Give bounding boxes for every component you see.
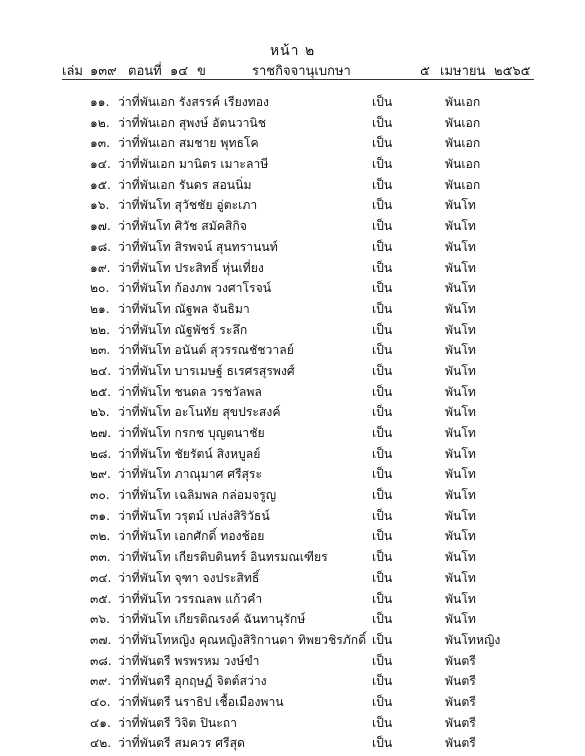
entry-verb: เป็น — [372, 260, 393, 275]
entry-verb: เป็น — [372, 363, 393, 378]
entry-verb: เป็น — [372, 426, 393, 440]
entry-number: ๓๕. — [90, 591, 112, 606]
entry-rank: พันโท — [445, 508, 476, 523]
entry-name: ว่าที่พันเอก มานิตร เมาะลาษี — [118, 157, 269, 172]
entry-number: ๓๗. — [90, 632, 112, 647]
entry-rank: พันตรี — [445, 715, 476, 730]
volume-number: ๑๓๙ — [90, 64, 117, 79]
entry-rank: พันตรี — [445, 653, 476, 668]
list-item — [0, 176, 585, 197]
list-item — [0, 714, 585, 735]
entry-name: ว่าที่พันโท เกียรติณรงค์ ฉันทานุรักษ์ — [118, 612, 306, 627]
entry-name: ว่าที่พันเอก รันดร สอนนิ่ม — [118, 177, 252, 192]
entry-verb: เป็น — [372, 446, 393, 461]
entry-name: ว่าที่พันโท อนันต์ สุวรรณชัชวาลย์ — [118, 343, 294, 358]
entry-rank: พันโท — [445, 570, 476, 585]
list-item — [0, 279, 585, 300]
entry-rank: พันโท — [445, 467, 476, 482]
entry-rank: พันโทหญิง — [445, 632, 501, 647]
entry-verb: เป็น — [372, 343, 393, 358]
entry-name: ว่าที่พันโท กรกช บุญตนาชัย — [118, 426, 265, 440]
entry-rank: พันโท — [445, 260, 476, 275]
entry-rank: พันโท — [445, 301, 476, 316]
entry-verb: เป็น — [372, 591, 393, 606]
entry-name: ว่าที่พันโท ณัฐพัชร์ ระลึก — [118, 322, 248, 337]
entry-number: ๑๔. — [90, 157, 111, 172]
entry-rank: พันโท — [445, 384, 476, 399]
list-item — [0, 341, 585, 362]
entry-name: ว่าที่พันโท เฉลิมพล กล่อมจรูญ — [118, 488, 277, 503]
entry-rank: พันโท — [445, 322, 476, 337]
list-item — [0, 155, 585, 176]
appointment-list — [0, 93, 585, 755]
entry-number: ๒๐. — [90, 281, 110, 296]
entry-verb: เป็น — [372, 715, 393, 730]
entry-number: ๑๘. — [90, 239, 112, 254]
entry-number: ๓๓. — [90, 550, 111, 565]
entry-rank: พันโท — [445, 612, 476, 627]
entry-number: ๒๕. — [90, 384, 112, 399]
entry-verb: เป็น — [372, 95, 393, 109]
list-item — [0, 300, 585, 321]
entry-name: ว่าที่พันโท ศิวัช สมัคสิกิจ — [118, 219, 247, 234]
gazette-header — [62, 60, 532, 78]
section-letter: ข — [197, 64, 206, 79]
page-number: หน้า ๒ — [269, 43, 316, 59]
entry-number: ๒๖. — [90, 405, 110, 420]
entry-verb: เป็น — [372, 384, 393, 399]
list-item — [0, 217, 585, 238]
entry-verb: เป็น — [372, 136, 393, 151]
entry-rank: พันตรี — [445, 694, 476, 709]
entry-rank: พันเอก — [445, 95, 481, 109]
entry-name: ว่าที่พันโท สิรพจน์ สุนทรานนท์ — [118, 239, 278, 254]
entry-verb: เป็น — [372, 529, 393, 544]
entry-number: ๑๒. — [90, 115, 110, 130]
entry-name: ว่าที่พันเอก รังสรรค์ เรียงทอง — [118, 95, 269, 109]
entry-rank: พันโท — [445, 281, 476, 296]
list-item — [0, 424, 585, 445]
entry-name: ว่าที่พันโท ชัยรัตน์ สิงหบูลย์ — [118, 446, 261, 461]
list-item — [0, 362, 585, 383]
entry-number: ๑๙. — [90, 260, 111, 275]
entry-rank: พันโท — [445, 219, 476, 234]
date-year: ๒๕๖๕ — [494, 64, 531, 79]
entry-number: ๓๘. — [90, 653, 112, 668]
entry-verb: เป็น — [372, 570, 393, 585]
entry-number: ๒๒. — [90, 322, 110, 337]
entry-verb: เป็น — [372, 674, 393, 689]
entry-verb: เป็น — [372, 612, 393, 627]
entry-name: ว่าที่พันโท ณัฐพล จันธิมา — [118, 301, 250, 316]
entry-number: ๒๓. — [90, 343, 111, 358]
entry-verb: เป็น — [372, 219, 393, 234]
entry-number: ๒๔. — [90, 363, 112, 378]
entry-name: ว่าที่พันเอก สุพงษ์ อัตนวานิช — [118, 115, 267, 130]
entry-name: ว่าที่พันตรี นราธิป เชื้อเมืองพาน — [118, 694, 284, 709]
entry-number: ๓๙. — [90, 674, 112, 689]
entry-rank: พันโท — [445, 239, 476, 254]
entry-rank: พันโท — [445, 343, 476, 358]
entry-name: ว่าที่พันโท ภาณุมาศ ศรีสุระ — [118, 467, 263, 482]
list-item — [0, 93, 585, 114]
list-item — [0, 734, 585, 755]
list-item — [0, 652, 585, 673]
entry-number: ๒๘. — [90, 446, 112, 461]
entry-number: ๒๑. — [90, 301, 110, 316]
entry-number: ๑๕. — [90, 177, 111, 192]
entry-name: ว่าที่พันโท วรรณลพ แก้วคำ — [118, 591, 263, 606]
entry-number: ๓๖. — [90, 612, 110, 627]
entry-rank: พันโท — [445, 363, 476, 378]
entry-rank: พันโท — [445, 591, 476, 606]
entry-verb: เป็น — [372, 405, 393, 420]
issue-number: ๑๔ — [170, 64, 189, 79]
entry-verb: เป็น — [372, 198, 393, 213]
list-item — [0, 114, 585, 135]
volume-label: เล่ม — [62, 64, 83, 79]
entry-verb: เป็น — [372, 157, 393, 172]
entry-name: ว่าที่พันโท จุฑา จงประสิทธิ์ — [118, 570, 260, 585]
entry-rank: พันโท — [445, 198, 476, 213]
entry-name: ว่าที่พันตรี วิจิต ปินะถา — [118, 715, 238, 730]
list-item — [0, 465, 585, 486]
entry-verb: เป็น — [372, 632, 393, 647]
entry-rank: พันเอก — [445, 157, 481, 172]
entry-verb: เป็น — [372, 301, 393, 316]
entry-name: ว่าที่พันเอก สมชาย พุทธโค — [118, 136, 259, 151]
entry-verb: เป็น — [372, 488, 393, 503]
list-item — [0, 383, 585, 404]
entry-name: ว่าที่พันโท เอกศักดิ์ ทองช้อย — [118, 529, 265, 544]
issue-label: ตอนที่ — [128, 64, 162, 79]
entry-number: ๔๒. — [90, 736, 112, 751]
list-item — [0, 238, 585, 259]
entry-number: ๑๗. — [90, 219, 111, 234]
entry-verb: เป็น — [372, 736, 393, 751]
entry-name: ว่าที่พันโท ก้องภพ วงศาโรจน์ — [118, 281, 272, 296]
entry-number: ๑๑. — [90, 95, 110, 109]
entry-rank: พันเอก — [445, 136, 481, 151]
list-item — [0, 259, 585, 280]
list-item — [0, 631, 585, 652]
list-item — [0, 321, 585, 342]
entry-rank: พันโท — [445, 446, 476, 461]
entry-name: ว่าที่พันตรี พรพรหม วงษ์ขำ — [118, 653, 260, 668]
list-item — [0, 527, 585, 548]
date-day: ๕ — [420, 64, 430, 79]
entry-rank: พันโท — [445, 529, 476, 544]
entry-name: ว่าที่พันโท ชนดล วรชวัลพล — [118, 384, 262, 399]
list-item — [0, 569, 585, 590]
entry-rank: พันโท — [445, 488, 476, 503]
entry-verb: เป็น — [372, 508, 393, 523]
entry-name: ว่าที่พันโทหญิง คุณหญิงสิริกานดา ทิพยวชิรภักดิ์ — [118, 632, 367, 647]
entry-verb: เป็น — [372, 281, 393, 296]
list-item — [0, 196, 585, 217]
entry-number: ๒๙. — [90, 467, 111, 482]
list-item — [0, 548, 585, 569]
entry-name: ว่าที่พันโท อะโนทัย สุขประสงค์ — [118, 405, 281, 420]
entry-name: ว่าที่พันโท เกียรติบดินทร์ อินทรมณเฑียร — [118, 550, 328, 565]
entry-number: ๑๓. — [90, 136, 110, 151]
date-month: เมษายน — [440, 64, 486, 79]
entry-number: ๓๑. — [90, 508, 110, 523]
entry-number: ๓๐. — [90, 488, 110, 503]
entry-name: ว่าที่พันโท วรุตม์ เปล่งสิริวัธน์ — [118, 508, 270, 523]
list-item — [0, 403, 585, 424]
entry-rank: พันเอก — [445, 177, 481, 192]
entry-name: ว่าที่พันตรี อุกฤษฏ์ จิตต์สว่าง — [118, 674, 267, 689]
entry-rank: พันตรี — [445, 674, 476, 689]
header-divider — [62, 79, 534, 80]
entry-number: ๓๔. — [90, 570, 112, 585]
entry-number: ๔๐. — [90, 694, 111, 709]
list-item — [0, 672, 585, 693]
entry-rank: พันโท — [445, 550, 476, 565]
entry-name: ว่าที่พันโท บารเมษฐ์ ธเรศรสุรพงศ์ — [118, 363, 295, 378]
entry-verb: เป็น — [372, 467, 393, 482]
entry-verb: เป็น — [372, 239, 393, 254]
entry-rank: พันตรี — [445, 736, 476, 751]
entry-number: ๑๖. — [90, 198, 110, 213]
entry-number: ๒๗. — [90, 426, 112, 440]
entry-name: ว่าที่พันโท ประสิทธิ์ หุ่นเที่ยง — [118, 260, 264, 275]
list-item — [0, 445, 585, 466]
entry-rank: พันโท — [445, 426, 476, 440]
entry-number: ๔๑. — [90, 715, 111, 730]
entry-rank: พันเอก — [445, 115, 481, 130]
entry-verb: เป็น — [372, 115, 393, 130]
list-item — [0, 610, 585, 631]
list-item — [0, 507, 585, 528]
entry-verb: เป็น — [372, 653, 393, 668]
entry-rank: พันโท — [445, 405, 476, 420]
list-item — [0, 486, 585, 507]
entry-verb: เป็น — [372, 322, 393, 337]
list-item — [0, 693, 585, 714]
entry-verb: เป็น — [372, 550, 393, 565]
gazette-title: ราชกิจจานุเบกษา — [252, 64, 351, 79]
entry-name: ว่าที่พันตรี สมควร ศรีสุด — [118, 736, 245, 751]
entry-name: ว่าที่พันโท สุวัชชัย อู่ตะเภา — [118, 198, 258, 213]
entry-verb: เป็น — [372, 694, 393, 709]
list-item — [0, 590, 585, 611]
list-item — [0, 134, 585, 155]
entry-verb: เป็น — [372, 177, 393, 192]
entry-number: ๓๒. — [90, 529, 111, 544]
